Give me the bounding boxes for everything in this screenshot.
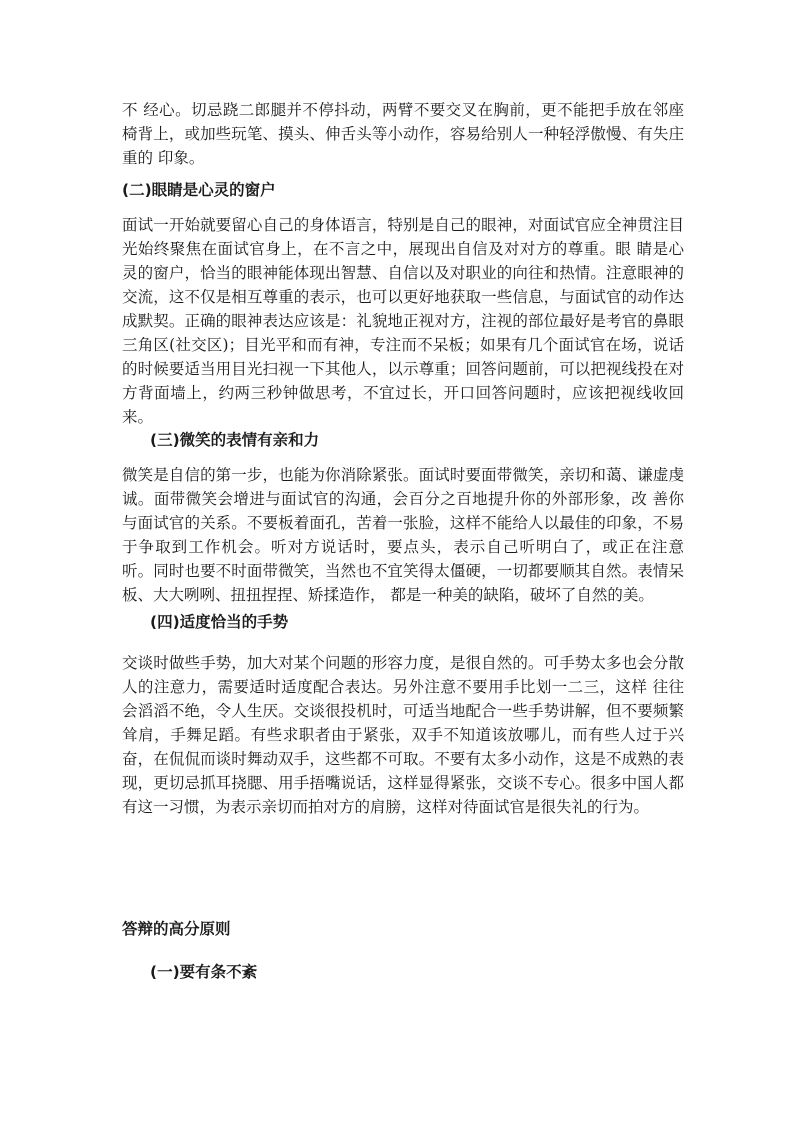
section-heading-gestures: (四)适度恰当的手势 [150, 613, 289, 631]
intro-paragraph: 不 经心。切忌跷二郎腿并不停抖动，两臂不要交叉在胸前，更不能把手放在邻座椅背上，或加些玩笔、摸头、伸舌头等小动作，容易给别人一种轻浮傲慢、有失庄重的 印象。 [122, 101, 684, 167]
eyes-paragraph: 面试一开始就要留心自己的身体语言，特别是自己的眼神，对面试官应全神贯注目光始终聚焦在面试官身上，在不言之中，展现出自信及对对方的尊重。眼 睛是心灵的窗户，恰当的眼神能体现出智慧、自信以及对职业的向往和热情。注意眼神的交流，这不仅是相互尊重的表示，也可以更好地获取一些信息，与面试官的动作达成默契。正确的眼神表达应该是：礼貌地正视对方，注视的部位最好是考官的鼻眼三角区(社交区)；目光平和而有神，专注而不呆板；如果有几个面试官在场，说话的时候要适当用目光扫视一下其他人，以示尊重；回答问题前，可以把视线投在对方背面墙上，约两三秒钟做思考，不宜过长，开口回答问题时，应该把视线收回来。 [122, 216, 684, 426]
smile-paragraph: 微笑是自信的第一步，也能为你消除紧张。面试时要面带微笑，亲切和蔼、谦虚虔诚。面带微笑会增进与面试官的沟通，会百分之百地提升你的外部形象，改 善你与面试官的关系。不要板着面孔，苦着一张脸，这样不能给人以最佳的印象，不易于争取到工作机会。听对方说话时，要点头，表示自己听明白了，或正在注意 听。同时也要不时面带微笑，当然也不宜笑得太僵硬，一切都要顺其自然。表情呆板、大大咧咧、扭扭捏捏、矫揉造作， 都是一种美的缺陷，破坏了自然的美。 [122, 466, 684, 604]
answer-principles-title: 答辩的高分原则 [122, 920, 231, 938]
answer-sub-heading-1: (一)要有条不紊 [150, 963, 258, 981]
gestures-paragraph: 交谈时做些手势，加大对某个问题的形容力度，是很自然的。可手势太多也会分散人的注意力，需要适时适度配合表达。另外注意不要用手比划一二三，这样 往往会滔滔不绝，令人生厌。交谈很投机时，可适当地配合一些手势讲解，但不要频繁耸肩，手舞足蹈。有些求职者由于紧张，双手不知道该放哪儿，而有些人过于兴奋，在侃侃而谈时舞动双手，这些都不可取。不要有太多小动作，这是不成熟的表现，更切忌抓耳挠腮、用手捂嘴说话，这样显得紧张，交谈不专心。很多中国人都有这一习惯，为表示亲切而拍对方的肩膀，这样对待面试官是很失礼的行为。 [122, 654, 684, 816]
section-heading-eyes: (二)眼睛是心灵的窗户 [122, 181, 276, 199]
section-heading-smile: (三)微笑的表情有亲和力 [150, 431, 320, 449]
